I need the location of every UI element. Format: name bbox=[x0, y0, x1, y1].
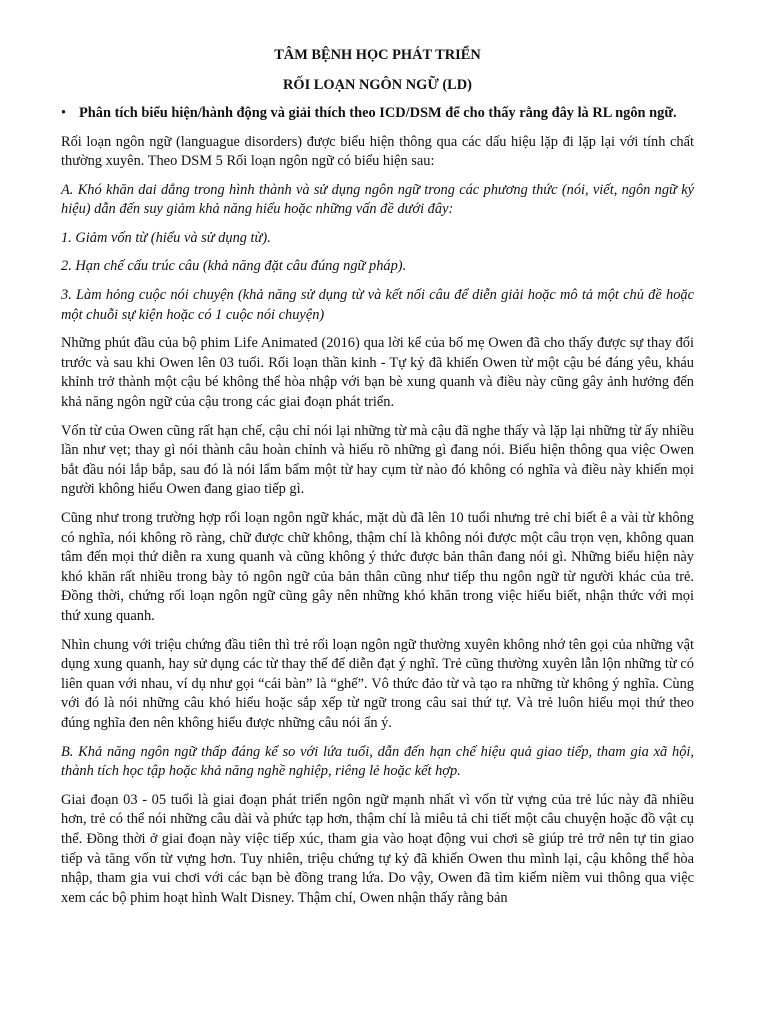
paragraph: Vốn từ của Owen cũng rất hạn chế, cậu chỉ nói lại những từ mà cậu đã nghe thấy và lặp lại những từ ấy nhiều lần như vẹt; thay gì nói thành câu hoàn chỉnh và hiểu rõ những gì đang nói. Biểu hiện thông qua việc Owen bắt đầu nói lắp bắp, sau đó là nói lẩm bẩm một từ hay cụm từ nào đó không có nghĩa và điều này khiến mọi người không hiểu Owen đang giao tiếp gì. bbox=[61, 422, 694, 498]
paragraph: Giai đoạn 03 - 05 tuổi là giai đoạn phát triển ngôn ngữ mạnh nhất vì vốn từ vựng của trẻ lúc này đã nhiều hơn, trẻ có thể nói những câu dài và phức tạp hơn, thậm chí là miêu tả chi tiết một câu chuyện hoặc đồ vật cụ thể. Đồng thời ở giai đoạn này việc tiếp xúc, tham gia vào hoạt động vui chơi sẽ giúp trẻ trở nên tự tin giao tiếp và tăng vốn từ vựng hơn. Tuy nhiên, triệu chứng tự kỷ đã khiến Owen thu mình lại, cậu không thể hòa nhập, tham gia vui chơi với các bạn bè đồng trang lứa. Do vậy, Owen đã tìm kiếm niềm vui thông qua việc xem các bộ phim hoạt hình Walt Disney. Thậm chí, Owen nhận thấy rằng bản bbox=[61, 791, 694, 906]
body-text bbox=[61, 133, 694, 909]
paragraph: 1. Giảm vốn từ (hiểu và sử dụng từ). bbox=[61, 229, 271, 246]
paragraph: Những phút đầu của bộ phim Life Animated (2016) qua lời kể của bố mẹ Owen đã cho thấy được sự thay đổi trước và sau khi Owen lên 03 tuổi. Rối loạn thần kinh - Tự kỷ đã khiến Owen từ một cậu bé đáng yêu, kháu khỉnh trở thành một cậu bé không thể hòa nhập với bạn bè xung quanh và điều này cũng gây ảnh hưởng đến khả năng ngôn ngữ của cậu trong các giai đoạn phát triển. bbox=[61, 335, 694, 411]
paragraph: 2. Hạn chế cấu trúc câu (khả năng đặt câu đúng ngữ pháp). bbox=[61, 258, 407, 275]
bullet-text: Phân tích biểu hiện/hành động và giải thích theo ICD/DSM để cho thấy rằng đây là RL ngôn ngữ. bbox=[79, 105, 677, 121]
document-page bbox=[61, 46, 694, 917]
paragraph: 3. Làm hỏng cuộc nói chuyện (khả năng sử dụng từ và kết nối câu để diễn giải hoặc mô tả một chủ đề hoặc một chuỗi sự kiện hoặc có 1 cuộc nói chuyện) bbox=[61, 287, 694, 323]
bullet-item bbox=[61, 104, 694, 124]
document-subtitle: RỐI LOẠN NGÔN NGỮ (LD) bbox=[283, 77, 472, 93]
paragraph: Cũng như trong trường hợp rối loạn ngôn ngữ khác, mặt dù đã lên 10 tuổi nhưng trẻ chỉ biết ê a vài từ không có nghĩa, nói không rõ ràng, chữ được chữ không, thậm chí là không nói được một câu trọn vẹn, không quan tâm đến mọi thứ diễn ra xung quanh và cũng không ý thức được bản thân đang nói gì. Những biểu hiện này khó khăn rất nhiều trong bày tỏ ngôn ngữ của bản thân cũng như tiếp thu ngôn ngữ từ người khác của trẻ. Đồng thời, chứng rối loạn ngôn ngữ cũng gây nên những khó khăn trong việc hiểu biết, nhận thức với mọi thứ xung quanh. bbox=[61, 510, 694, 624]
paragraph: Nhìn chung với triệu chứng đầu tiên thì trẻ rối loạn ngôn ngữ thường xuyên không nhớ tên gọi của những vật dụng xung quanh, hay sử dụng các từ thay thế để diễn đạt ý nghĩ. Trẻ cũng thường xuyên lẫn lộn những từ có liên quan với nhau, ví dụ như gọi “cái bàn” là “ghế”. Vô thức đảo từ và tạo ra những từ không ý nghĩa. Cùng với đó là nói những câu khó hiểu hoặc sắp xếp từ ngữ trong câu sai thứ tự. Và trẻ luôn hiểu mọi thứ theo đúng nghĩa đen nên không hiểu được những câu nói ẩn ý. bbox=[61, 636, 694, 731]
paragraph: A. Khó khăn dai dẳng trong hình thành và sử dụng ngôn ngữ trong các phương thức (nói, viết, ngôn ngữ ký hiệu) dẫn đến suy giảm khả năng hiểu hoặc những vấn đề dưới đây: bbox=[61, 181, 694, 218]
bullet-marker: • bbox=[61, 105, 67, 121]
paragraph: Rối loạn ngôn ngữ (languague disorders) được biểu hiện thông qua các dấu hiệu lặp đi lặp lại với tính chất thường xuyên. Theo DSM 5 Rối loạn ngôn ngữ có biểu hiện sau: bbox=[61, 133, 694, 170]
paragraph: B. Khả năng ngôn ngữ thấp đáng kể so với lứa tuổi, dẫn đến hạn chế hiệu quả giao tiếp, tham gia xã hội, thành tích học tập hoặc khả năng nghề nghiệp, riêng lẻ hoặc kết hợp. bbox=[61, 743, 694, 780]
document-title: TÂM BỆNH HỌC PHÁT TRIỂN bbox=[274, 47, 481, 63]
